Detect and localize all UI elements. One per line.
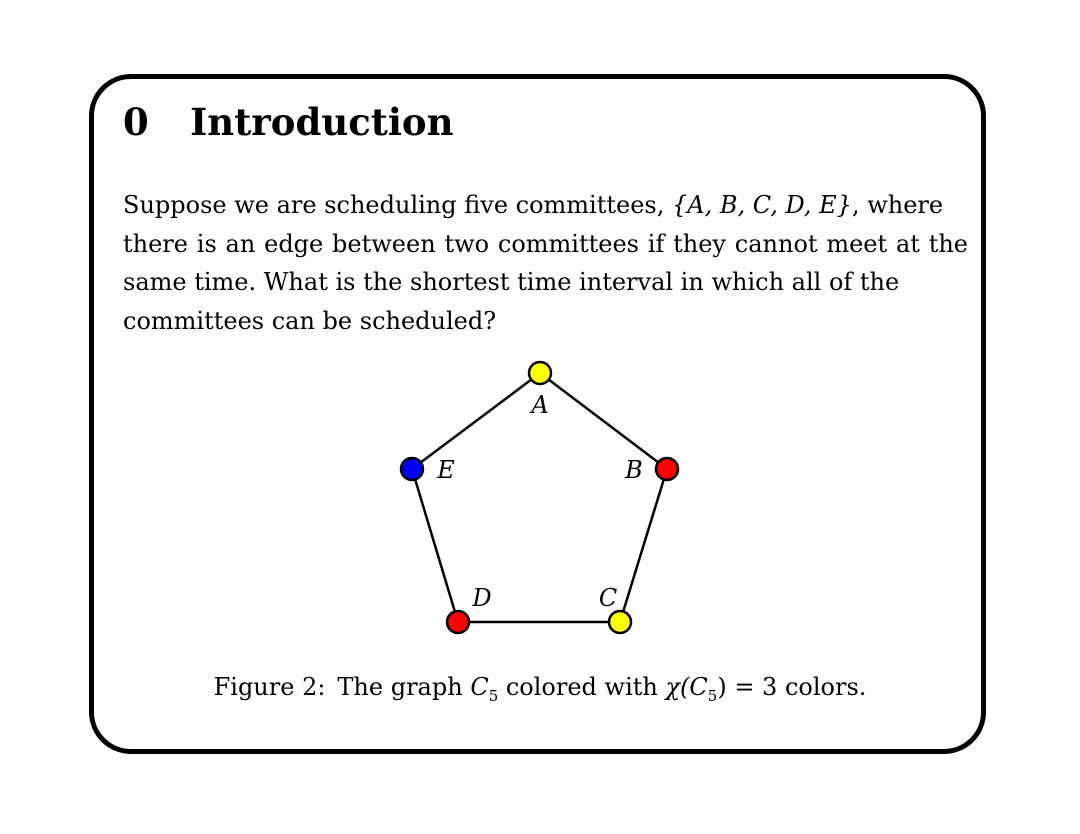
edge-d-e (412, 469, 458, 622)
vertex-e (401, 458, 423, 480)
vertex-d (447, 611, 469, 633)
paragraph-line-1-post: , where (851, 191, 944, 219)
caption-chi-post: ) = 3 (717, 673, 778, 701)
section-heading (123, 100, 454, 148)
section-title: Introduction (190, 100, 454, 144)
paragraph-line-3: same time. What is the shortest time interval in which all of the (123, 268, 900, 296)
edge-e-a (412, 373, 540, 469)
graph-svg (380, 355, 700, 645)
edge-b-c (620, 469, 667, 622)
paragraph-line-1-pre: Suppose we are scheduling five committees, (123, 191, 672, 219)
committee-set: {A, B, C, D, E} (672, 191, 852, 219)
caption-text-post: colors. (777, 673, 867, 701)
edge-a-b (540, 373, 667, 469)
vertex-label-d: D (472, 584, 492, 612)
caption-chi-pre: χ(C (665, 673, 708, 701)
caption-graph-symbol: C (470, 673, 489, 701)
paragraph-line-1 (123, 186, 968, 225)
paragraph-line-4: committees can be scheduled? (123, 306, 497, 335)
vertex-label-e: E (437, 456, 455, 484)
graph-figure (380, 355, 700, 645)
caption-label: Figure 2: (213, 673, 326, 701)
vertex-c (609, 611, 631, 633)
caption-text-mid: colored with (498, 673, 666, 701)
figure-caption (0, 673, 1080, 705)
vertex-b (656, 458, 678, 480)
vertex-a (529, 362, 551, 384)
caption-chi-sub: 5 (707, 686, 718, 705)
vertex-label-b: B (625, 456, 643, 484)
caption-graph-sub: 5 (488, 686, 499, 705)
intro-paragraph (123, 186, 968, 340)
vertex-label-c: C (598, 584, 618, 612)
section-number: 0 (123, 100, 149, 144)
caption-text-pre: The graph (337, 673, 471, 701)
vertex-label-a: A (531, 391, 549, 419)
paragraph-line-2: there is an edge between two committees if they cannot meet at the (123, 229, 968, 258)
